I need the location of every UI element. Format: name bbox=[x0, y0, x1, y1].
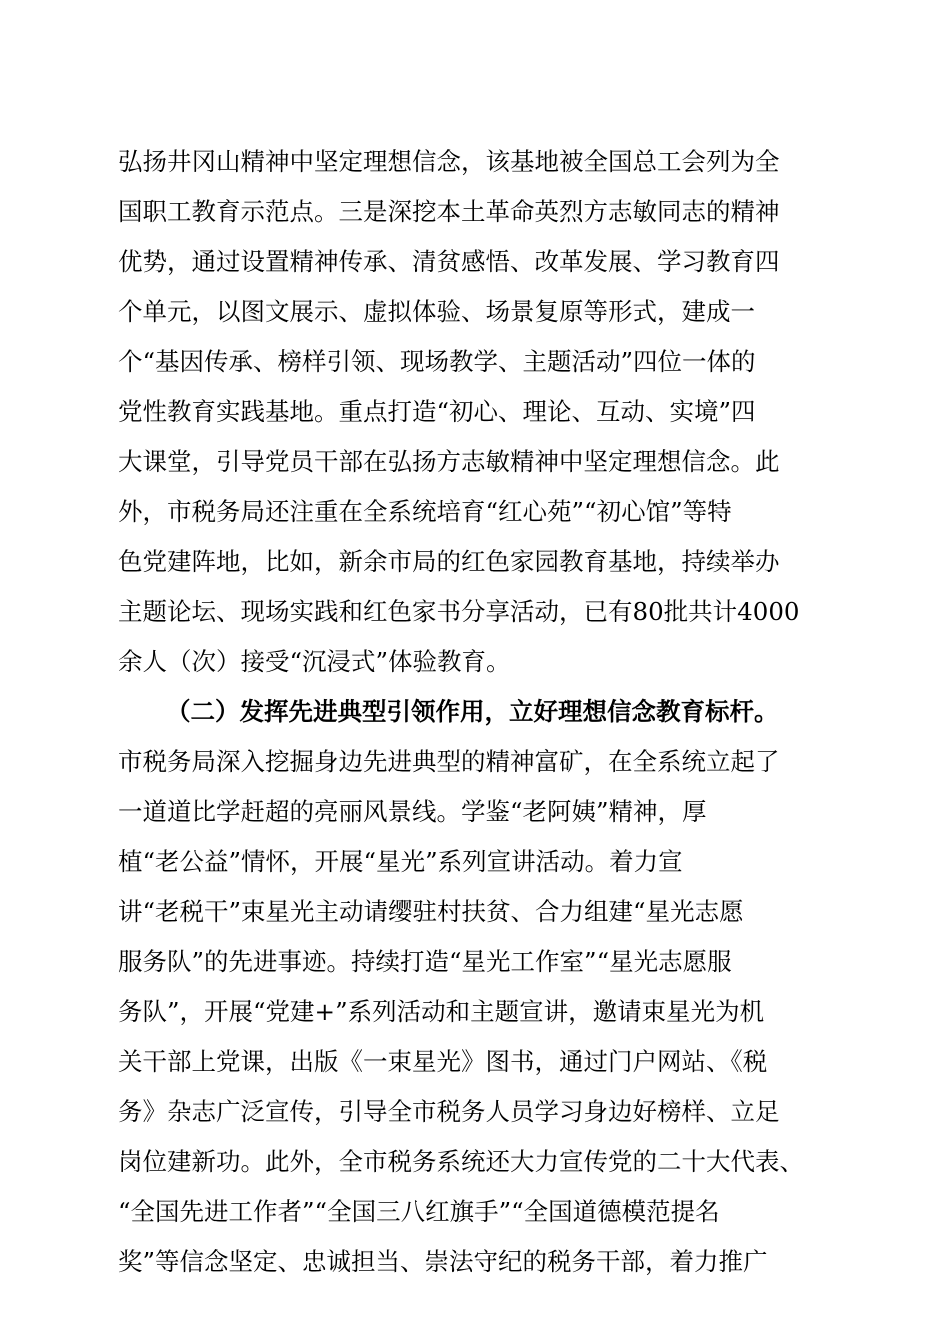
body-text-line: 讲“老税干”束星光主动请缨驻村扶贫、合力组建“星光志愿 bbox=[118, 897, 744, 926]
body-text-line: 国职工教育示范点。三是深挖本土革命英烈方志敏同志的精神 bbox=[118, 197, 780, 226]
body-text-line: 余人（次）接受“沉浸式”体验教育。 bbox=[118, 647, 511, 676]
body-text-line: 党性教育实践基地。重点打造“初心、理论、互动、实境”四 bbox=[118, 397, 756, 426]
section-heading: （二）发挥先进典型引领作用，立好理想信念教育标杆。 bbox=[166, 697, 779, 726]
body-text-line: 优势，通过设置精神传承、清贫感悟、改革发展、学习教育四 bbox=[118, 247, 780, 276]
body-text-line: 大课堂，引导党员干部在弘扬方志敏精神中坚定理想信念。此 bbox=[118, 447, 780, 476]
body-text-line: “全国先进工作者”“全国三八红旗手”“全国道德模范提名 bbox=[118, 1197, 720, 1226]
body-text-line: 植“老公益”情怀，开展“星光”系列宣讲活动。着力宣 bbox=[118, 847, 683, 876]
body-text-line: 奖”等信念坚定、忠诚担当、崇法守纪的税务干部，着力推广 bbox=[118, 1247, 768, 1276]
body-text-line: 关干部上党课，出版《一束星光》图书，通过门户网站、《税 bbox=[118, 1047, 768, 1076]
body-text-line: 服务队”的先进事迹。持续打造“星光工作室”“星光志愿服 bbox=[118, 947, 732, 976]
body-text-line: 个“基因传承、榜样引领、现场教学、主题活动”四位一体的 bbox=[118, 347, 756, 376]
body-text-line: 弘扬井冈山精神中坚定理想信念，该基地被全国总工会列为全 bbox=[118, 147, 780, 176]
body-text-line: 岗位建新功。此外，全市税务系统还大力宣传党的二十大代表、 bbox=[118, 1147, 804, 1176]
body-text-line: 色党建阵地，比如，新余市局的红色家园教育基地，持续举办 bbox=[118, 547, 780, 576]
body-text-line: 主题论坛、现场实践和红色家书分享活动，已有80批共计4000 bbox=[118, 597, 800, 626]
body-text-line: 个单元，以图文展示、虚拟体验、场景复原等形式，建成一 bbox=[118, 297, 755, 326]
body-text-line: 一道道比学赶超的亮丽风景线。学鉴“老阿姨”精神，厚 bbox=[118, 797, 707, 826]
body-text-line: 市税务局深入挖掘身边先进典型的精神富矿，在全系统立起了 bbox=[118, 747, 780, 776]
body-text-line: 务队”，开展“党建+”系列活动和主题宣讲，邀请束星光为机 bbox=[118, 997, 765, 1026]
body-text-line: 外，市税务局还注重在全系统培育“红心苑”“初心馆”等特 bbox=[118, 497, 732, 526]
body-text-line: 务》杂志广泛宣传，引导全市税务人员学习身边好榜样、立足 bbox=[118, 1097, 780, 1126]
